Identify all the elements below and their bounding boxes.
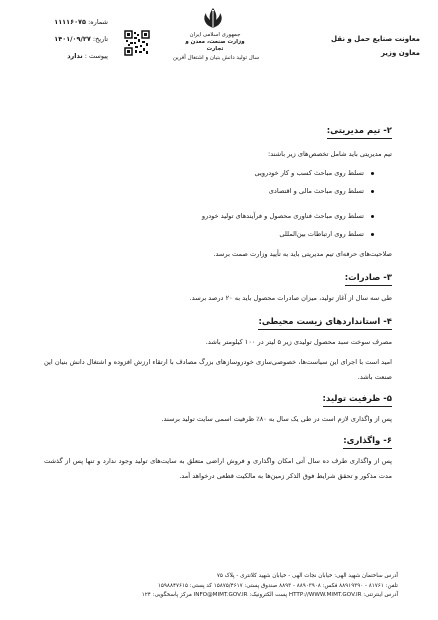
section-2-intro: تیم مدیریتی باید شامل تخصص‌های زیر باشند: (267, 150, 392, 158)
section-2-list-b (44, 209, 392, 242)
footer-phones: تلفن: ۸۱۷۶۱ - ۸۸۹۱۹۳۹۰ فکس: ۸۸۹۰۳۹۰۸ - ۸۸۹۳ صندوق پستی: ۱۵۸۷۵/۴۶۱۷ کد پستی: ۱۵۹۸۸۴۷۶۱۵ (157, 582, 398, 589)
letter-body (44, 118, 392, 484)
section-4-title: ۴- استانداردهای زیست محیطی: (258, 316, 392, 330)
section-5-text: پس از واگذاری لازم است در طی یک سال به ۸۰٪ ظرفیت اسمی سایت تولید برسند. (161, 415, 392, 423)
section-6-text: پس از واگذاری طرف ده سال آتی امکان واگذاری و فروش اراضی متعلق به سایت‌های تولید وجود ندارد و تنها پس از گذشت مدت مذکور و تحقق شرایط فوق الذکر زمین‌ها به مالکیت قطعی درخواهد آمد. (44, 457, 392, 480)
iran-emblem-icon (200, 6, 226, 32)
section-4-text-2: امید است با اجرای این سیاست‌ها، خصوصی‌سازی خودروسازهای بزرگ مصادف با ارتقاء ارزش افزوده و اشتغال دانش بنیان این صنعت باشد. (44, 358, 392, 381)
letter-date: تاریخ: ۱۴۰۱/۰۹/۲۷ (54, 35, 108, 43)
letter-meta (36, 14, 108, 65)
list-item: تسلط روی مباحث فناوری محصول و فرآیندهای تولید خودرو (44, 209, 374, 224)
section-2-title: ۲- تیم مدیریتی: (327, 125, 392, 139)
list-item: تسلط روی مباحث مالی و اقتصادی (44, 184, 374, 199)
section-4-text-1: مصرف سوخت سبد محصول تولیدی زیر ۵ لیتر در ۱۰۰ کیلومتر باشد. (205, 338, 392, 346)
list-item: تسلط روی مباحث کسب و کار خودرویی (44, 166, 374, 181)
section-2-list-a (44, 166, 392, 199)
section-6-title: ۶- واگذاری: (343, 435, 392, 449)
year-slogan: سال تولید دانش بنیان و اشتغال آفرین (172, 55, 260, 61)
deputy-title: معاونت صنایع حمل و نقل (331, 35, 420, 43)
letter-attachment: پیوست : ندارد (67, 52, 108, 60)
section-3-title: ۳- صادرات: (345, 272, 392, 286)
section-5-title: ۵- ظرفیت تولید: (323, 393, 392, 407)
footer-web: آدرس اینترنتی: HTTP://WWW.MIMT.GOV.IR پست الکترونیک: INFO@MIMT.GOV.IR مرکز پاسخگویی: ۱۲۴ (141, 592, 398, 598)
qr-code-icon (124, 30, 150, 56)
footer-address: آدرس ساختمان شهید الهی: خیابان نجات الهی - خیابان شهید کلانتری - پلاک ۷۵ (216, 573, 398, 579)
deputy-block (300, 32, 420, 60)
letter-footer (30, 572, 398, 601)
deputy-subtitle: معاون وزیر (380, 49, 420, 57)
section-2-outro: صلاحیت‌های حرفه‌ای تیم مدیریتی باید به تأیید وزارت صمت برسد. (213, 250, 392, 258)
letter-number: شماره: ۱۱۱۱۶۰۷۵ (54, 18, 108, 26)
ministry-logo-text: جمهوری اسلامی ایران وزارت صنعت، معدن و تجارت (185, 32, 245, 52)
list-item: تسلط روی ارتباطات بین‌المللی (44, 227, 374, 242)
section-3-text: طی سه سال از آغاز تولید، میزان صادرات محصول باید به ۲۰ درصد برسد. (189, 294, 392, 302)
